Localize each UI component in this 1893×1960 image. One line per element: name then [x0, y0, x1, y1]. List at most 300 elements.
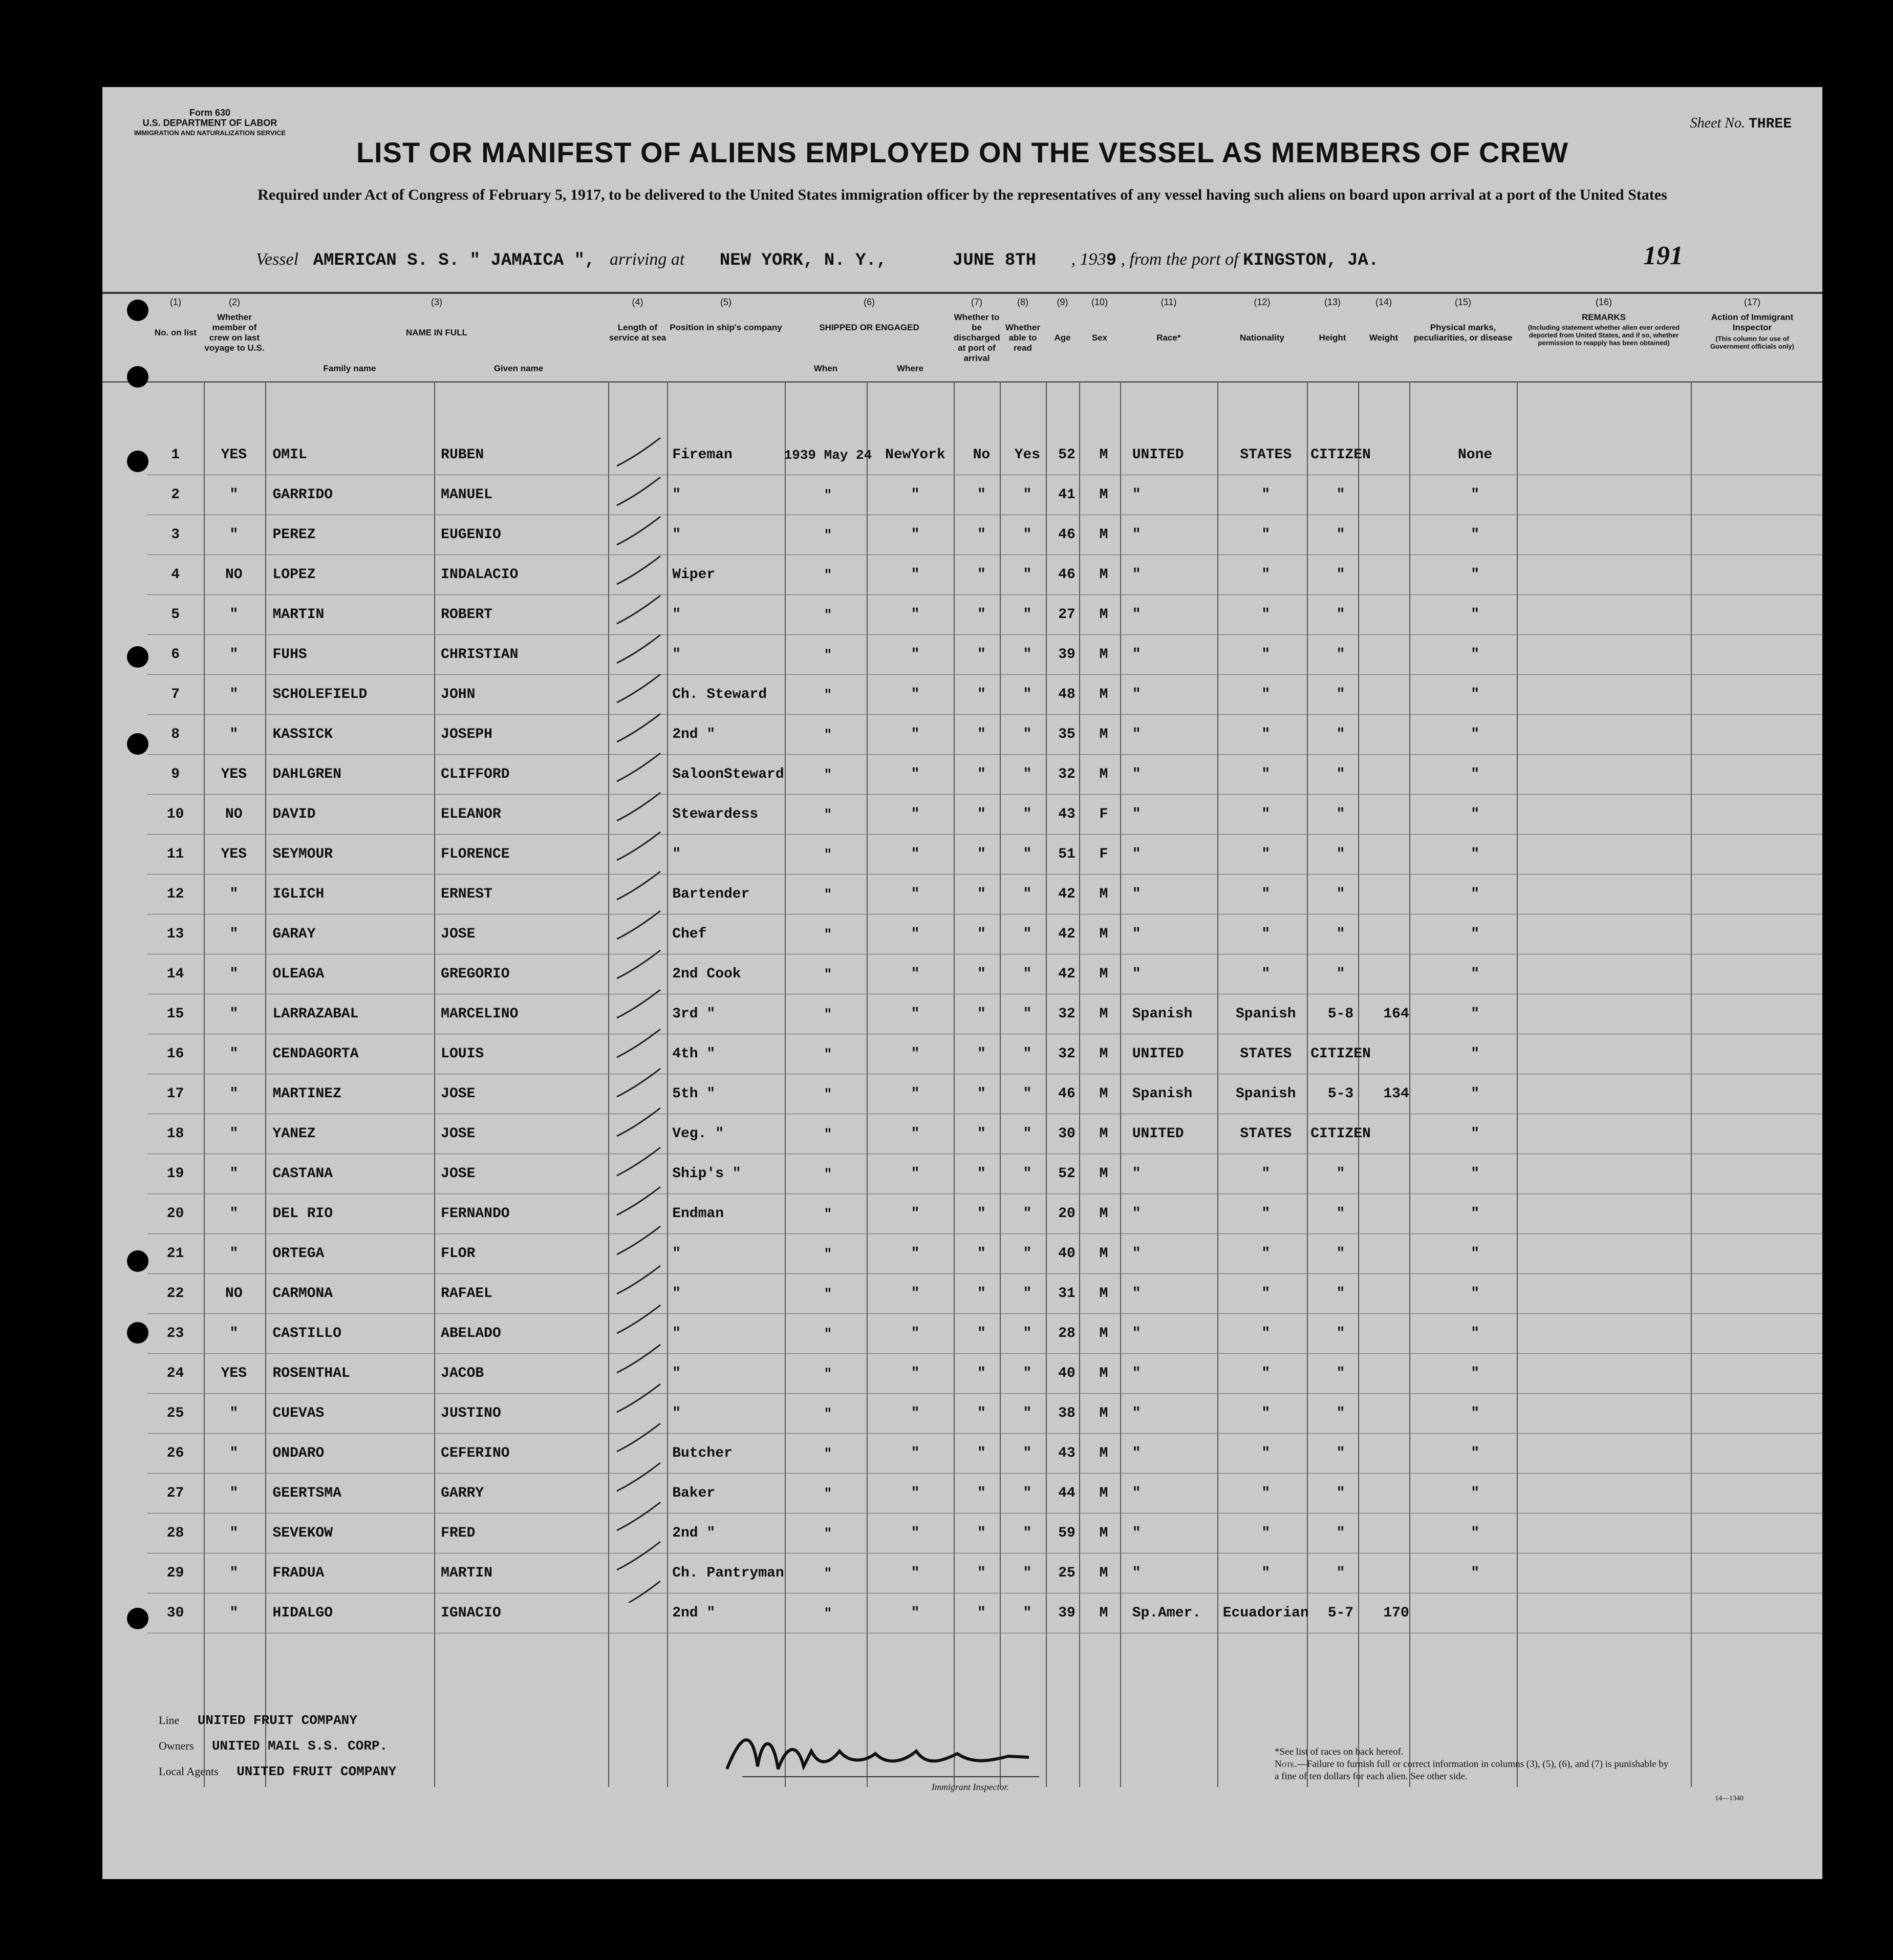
inspector-action-cell	[1701, 1274, 1822, 1314]
discharged-cell: "	[959, 875, 1004, 914]
col-header-when: When	[813, 364, 838, 373]
race-cell: "	[1124, 635, 1221, 675]
service-stroke	[617, 753, 660, 781]
position-cell: "	[664, 1394, 784, 1434]
owners-label: Owners	[159, 1739, 194, 1752]
service-stroke	[617, 1266, 660, 1294]
discharged-cell: "	[959, 1354, 1004, 1394]
row-number-cell: 22	[147, 1274, 203, 1314]
col-header-where: Where	[897, 364, 923, 373]
prev-voyage-cell: "	[203, 1194, 264, 1234]
height-cell: "	[1310, 1194, 1371, 1234]
col-header-family-name: Family name	[323, 364, 376, 373]
nationality-cell: "	[1221, 1234, 1310, 1274]
inspector-action-cell	[1701, 755, 1822, 795]
sex-cell: M	[1083, 1514, 1124, 1553]
row-number-cell: 19	[147, 1154, 203, 1194]
able-to-read-cell: "	[1004, 1394, 1050, 1434]
prev-voyage-cell: "	[203, 994, 264, 1034]
able-to-read-cell: "	[1004, 1314, 1050, 1354]
prev-voyage-cell: "	[203, 1314, 264, 1354]
able-to-read-cell: "	[1004, 1034, 1050, 1074]
race-cell: "	[1124, 755, 1221, 795]
sex-cell: M	[1083, 1394, 1124, 1434]
service-stroke	[617, 1542, 660, 1570]
nationality-cell: "	[1221, 715, 1310, 755]
col-num-4: (4)	[632, 297, 643, 307]
physical-marks-cell: None	[1422, 435, 1529, 475]
given-name-cell: CEFERINO	[433, 1434, 606, 1474]
height-cell: "	[1310, 1434, 1371, 1474]
height-cell: "	[1310, 1154, 1371, 1194]
form-code: 14—1340	[1715, 1795, 1744, 1802]
discharged-cell: "	[959, 1434, 1004, 1474]
header-rule	[102, 292, 1822, 294]
table-row	[147, 1234, 1822, 1274]
discharged-cell: "	[959, 1474, 1004, 1514]
position-cell: Endman	[664, 1194, 784, 1234]
family-name-cell: DEL RIO	[264, 1194, 433, 1234]
position-cell: "	[664, 515, 784, 555]
inspector-action-cell	[1701, 1394, 1822, 1434]
position-cell: 2nd Cook	[664, 954, 784, 994]
nationality-cell: "	[1221, 1354, 1310, 1394]
discharged-cell: "	[959, 1314, 1004, 1354]
failure-note	[1275, 1758, 1674, 1783]
physical-marks-cell: "	[1422, 675, 1529, 715]
able-to-read-cell: "	[1004, 1274, 1050, 1314]
weight-cell	[1371, 1034, 1422, 1074]
position-cell: Bartender	[664, 875, 784, 914]
service-stroke	[617, 1305, 660, 1333]
page-title: LIST OR MANIFEST OF ALIENS EMPLOYED ON THE VESSEL AS MEMBERS OF CREW	[356, 136, 1569, 168]
weight-cell	[1371, 515, 1422, 555]
nationality-cell: Spanish	[1221, 1074, 1310, 1114]
shipped-when-cell: "	[784, 475, 872, 515]
col-header-service-length: Length of service at sea	[609, 323, 666, 343]
height-cell: 5-3	[1310, 1074, 1371, 1114]
able-to-read-cell: "	[1004, 1474, 1050, 1514]
physical-marks-cell: "	[1422, 1314, 1529, 1354]
race-cell: "	[1124, 1314, 1221, 1354]
physical-marks-cell: "	[1422, 555, 1529, 595]
inspector-action-cell	[1701, 555, 1822, 595]
nationality-cell: "	[1221, 1394, 1310, 1434]
shipped-when-cell: "	[784, 1114, 872, 1154]
inspector-label: Immigrant Inspector.	[932, 1782, 1009, 1792]
race-cell: "	[1124, 1514, 1221, 1553]
position-cell: "	[664, 1274, 784, 1314]
prev-voyage-cell: "	[203, 1074, 264, 1114]
department: U.S. DEPARTMENT OF LABOR	[142, 118, 277, 128]
weight-cell	[1371, 1274, 1422, 1314]
row-number-cell: 30	[147, 1593, 203, 1633]
sex-cell: M	[1083, 954, 1124, 994]
weight-cell: 170	[1371, 1593, 1422, 1633]
col-header-remarks-note: (Including statement whether alien ever ordered deported from United States, and if so, whether permission to reapply has been obtained)	[1528, 324, 1680, 347]
inspector-action-cell	[1701, 1474, 1822, 1514]
column-header-rule	[102, 381, 1822, 382]
inspector-action-cell	[1701, 1314, 1822, 1354]
col-header-position: Position in ship's company	[670, 323, 782, 332]
weight-cell	[1371, 1514, 1422, 1553]
shipped-where-cell: "	[872, 635, 958, 675]
race-cell: "	[1124, 1354, 1221, 1394]
shipped-when-cell: "	[784, 835, 872, 875]
inspector-action-cell	[1701, 1234, 1822, 1274]
note-text: —Failure to furnish full or correct information in columns (3), (5), (6), and (7) is punishable by a fine of ten dollars for each alien. See other side.	[1275, 1759, 1669, 1782]
col-header-nationality: Nationality	[1240, 333, 1284, 343]
discharged-cell: "	[959, 1074, 1004, 1114]
punch-hole	[127, 1250, 148, 1272]
shipped-where-cell: "	[872, 914, 958, 954]
race-cell: "	[1124, 675, 1221, 715]
height-cell: "	[1310, 715, 1371, 755]
inspector-action-cell	[1701, 954, 1822, 994]
service-stroke	[617, 1147, 660, 1176]
weight-cell	[1371, 914, 1422, 954]
given-name-cell: JOHN	[433, 675, 606, 715]
sex-cell: M	[1083, 675, 1124, 715]
able-to-read-cell: "	[1004, 1514, 1050, 1553]
position-cell: 4th "	[664, 1034, 784, 1074]
discharged-cell: "	[959, 595, 1004, 635]
inspector-action-cell	[1701, 515, 1822, 555]
inspector-action-cell	[1701, 1194, 1822, 1234]
service-length-strokes	[609, 420, 665, 1603]
age-cell: 28	[1050, 1314, 1084, 1354]
discharged-cell: "	[959, 1553, 1004, 1593]
position-cell: Fireman	[664, 435, 784, 475]
position-cell: SaloonSteward	[664, 755, 784, 795]
row-number-cell: 10	[147, 795, 203, 835]
inspector-action-cell	[1701, 875, 1822, 914]
discharged-cell: "	[959, 1394, 1004, 1434]
shipped-when-cell: "	[784, 675, 872, 715]
physical-marks-cell: "	[1422, 715, 1529, 755]
table-row	[147, 795, 1822, 835]
row-number-cell: 20	[147, 1194, 203, 1234]
height-cell: "	[1310, 1314, 1371, 1354]
table-row	[147, 675, 1822, 715]
race-cell: "	[1124, 595, 1221, 635]
given-name-cell: GREGORIO	[433, 954, 606, 994]
shipped-where-cell: "	[872, 1593, 958, 1633]
physical-marks-cell: "	[1422, 1394, 1529, 1434]
sex-cell: M	[1083, 635, 1124, 675]
position-cell: 2nd "	[664, 1514, 784, 1553]
remarks-cell	[1529, 435, 1701, 475]
family-name-cell: HIDALGO	[264, 1593, 433, 1633]
remarks-cell	[1529, 1034, 1701, 1074]
prev-voyage-cell: "	[203, 1154, 264, 1194]
able-to-read-cell: "	[1004, 1154, 1050, 1194]
height-cell: "	[1310, 555, 1371, 595]
able-to-read-cell: "	[1004, 635, 1050, 675]
race-cell: "	[1124, 1194, 1221, 1234]
given-name-cell: JOSE	[433, 1114, 606, 1154]
sex-cell: M	[1083, 715, 1124, 755]
table-row	[147, 1514, 1822, 1553]
weight-cell	[1371, 1114, 1422, 1154]
race-cell: "	[1124, 1394, 1221, 1434]
table-row	[147, 1194, 1822, 1234]
shipped-when-cell: "	[784, 1234, 872, 1274]
race-cell: "	[1124, 875, 1221, 914]
shipped-where-cell: "	[872, 795, 958, 835]
sex-cell: M	[1083, 1234, 1124, 1274]
height-cell: CITIZEN	[1310, 1034, 1371, 1074]
race-cell: "	[1124, 475, 1221, 515]
given-name-cell: JUSTINO	[433, 1394, 606, 1434]
table-row	[147, 755, 1822, 795]
col-num-10: (10)	[1091, 297, 1108, 307]
shipped-where-cell: "	[872, 1553, 958, 1593]
age-cell: 41	[1050, 475, 1084, 515]
punch-hole	[127, 1608, 148, 1629]
service-stroke	[617, 477, 660, 505]
able-to-read-cell: "	[1004, 994, 1050, 1034]
weight-cell	[1371, 555, 1422, 595]
nationality-cell: "	[1221, 595, 1310, 635]
able-to-read-cell: "	[1004, 954, 1050, 994]
given-name-cell: ERNEST	[433, 875, 606, 914]
service-stroke	[617, 1029, 660, 1057]
col-num-9: (9)	[1057, 297, 1068, 307]
able-to-read-cell: "	[1004, 1553, 1050, 1593]
sex-cell: M	[1083, 875, 1124, 914]
agents-label: Local Agents	[159, 1765, 219, 1778]
col-header-given-name: Given name	[493, 364, 544, 373]
sex-cell: M	[1083, 1354, 1124, 1394]
nationality-cell: "	[1221, 635, 1310, 675]
age-cell: 39	[1050, 1593, 1084, 1633]
weight-cell	[1371, 835, 1422, 875]
inspector-action-cell	[1701, 1514, 1822, 1553]
sex-cell: M	[1083, 555, 1124, 595]
row-number-cell: 2	[147, 475, 203, 515]
shipped-when-cell: "	[784, 635, 872, 675]
discharged-cell: "	[959, 954, 1004, 994]
arriving-label: arriving at	[609, 250, 685, 269]
position-cell: Ch. Pantryman	[664, 1553, 784, 1593]
position-cell: "	[664, 635, 784, 675]
height-cell: "	[1310, 914, 1371, 954]
table-row	[147, 1274, 1822, 1314]
family-name-cell: MARTINEZ	[264, 1074, 433, 1114]
nationality-cell: "	[1221, 914, 1310, 954]
arrival-port: NEW YORK, N. Y.,	[719, 251, 887, 270]
shipped-when-cell: "	[784, 1274, 872, 1314]
service-stroke	[617, 517, 660, 545]
row-number-cell: 28	[147, 1514, 203, 1553]
sex-cell: M	[1083, 1114, 1124, 1154]
given-name-cell: MARTIN	[433, 1553, 606, 1593]
position-cell: Baker	[664, 1474, 784, 1514]
weight-cell	[1371, 1434, 1422, 1474]
shipped-where-cell: NewYork	[872, 435, 958, 475]
arrival-date: JUNE 8TH	[952, 251, 1037, 270]
shipped-where-cell: "	[872, 1394, 958, 1434]
height-cell: "	[1310, 954, 1371, 994]
weight-cell	[1371, 435, 1422, 475]
race-cell: "	[1124, 954, 1221, 994]
sex-cell: F	[1083, 835, 1124, 875]
age-cell: 42	[1050, 875, 1084, 914]
weight-cell	[1371, 595, 1422, 635]
prev-voyage-cell: "	[203, 954, 264, 994]
discharged-cell: "	[959, 914, 1004, 954]
discharged-cell: "	[959, 555, 1004, 595]
family-name-cell: IGLICH	[264, 875, 433, 914]
prev-voyage-cell: NO	[203, 555, 264, 595]
service-stroke	[617, 1384, 660, 1412]
races-note: *See list of races on back hereof.	[1275, 1746, 1404, 1757]
shipped-where-cell: "	[872, 475, 958, 515]
discharged-cell: "	[959, 994, 1004, 1034]
given-name-cell: FRED	[433, 1514, 606, 1553]
age-cell: 48	[1050, 675, 1084, 715]
remarks-cell	[1529, 914, 1701, 954]
position-cell: 3rd "	[664, 994, 784, 1034]
shipped-where-cell: "	[872, 515, 958, 555]
discharged-cell: "	[959, 715, 1004, 755]
remarks-cell	[1529, 1274, 1701, 1314]
family-name-cell: CASTILLO	[264, 1314, 433, 1354]
age-cell: 42	[1050, 914, 1084, 954]
given-name-cell: FLOR	[433, 1234, 606, 1274]
height-cell: "	[1310, 835, 1371, 875]
row-number-cell: 24	[147, 1354, 203, 1394]
physical-marks-cell: "	[1422, 475, 1529, 515]
shipped-when-cell: "	[784, 1074, 872, 1114]
physical-marks-cell	[1422, 1593, 1529, 1633]
service-stroke	[617, 950, 660, 978]
table-row	[147, 635, 1822, 675]
sex-cell: M	[1083, 1154, 1124, 1194]
row-number-cell: 1	[147, 435, 203, 475]
col-num-12: (12)	[1254, 297, 1271, 307]
service-stroke	[617, 1345, 660, 1373]
page-mark: 191	[1643, 241, 1683, 270]
shipped-where-cell: "	[872, 595, 958, 635]
shipped-when-cell: 1939 May 24	[784, 435, 872, 475]
position-cell: Ship's "	[664, 1154, 784, 1194]
able-to-read-cell: "	[1004, 755, 1050, 795]
height-cell: "	[1310, 675, 1371, 715]
discharged-cell: "	[959, 795, 1004, 835]
able-to-read-cell: "	[1004, 555, 1050, 595]
col-header-height: Height	[1319, 333, 1346, 343]
table-row	[147, 1474, 1822, 1514]
sex-cell: M	[1083, 914, 1124, 954]
physical-marks-cell: "	[1422, 1034, 1529, 1074]
race-cell: "	[1124, 795, 1221, 835]
table-row	[147, 475, 1822, 515]
nationality-cell: "	[1221, 1194, 1310, 1234]
weight-cell	[1371, 875, 1422, 914]
physical-marks-cell: "	[1422, 515, 1529, 555]
position-cell: "	[664, 835, 784, 875]
sheet-number	[1690, 115, 1792, 132]
weight-cell	[1371, 1354, 1422, 1394]
able-to-read-cell: Yes	[1004, 435, 1050, 475]
given-name-cell: JOSE	[433, 1154, 606, 1194]
shipped-where-cell: "	[872, 994, 958, 1034]
shipped-where-cell: "	[872, 875, 958, 914]
service-stroke	[617, 1187, 660, 1215]
vessel-name: AMERICAN S. S. " JAMAICA ",	[313, 251, 595, 270]
given-name-cell: ABELADO	[433, 1314, 606, 1354]
line-value: UNITED FRUIT COMPANY	[197, 1713, 357, 1728]
remarks-cell	[1529, 1354, 1701, 1394]
col-num-15: (15)	[1454, 297, 1471, 307]
prev-voyage-cell: "	[203, 914, 264, 954]
shipped-where-cell: "	[872, 1474, 958, 1514]
physical-marks-cell: "	[1422, 1234, 1529, 1274]
col-num-2: (2)	[229, 297, 240, 307]
age-cell: 32	[1050, 1034, 1084, 1074]
table-row	[147, 595, 1822, 635]
table-row	[147, 1434, 1822, 1474]
sex-cell: M	[1083, 1593, 1124, 1633]
service-stroke	[617, 911, 660, 939]
physical-marks-cell: "	[1422, 1474, 1529, 1514]
shipped-when-cell: "	[784, 515, 872, 555]
col-header-prev-voyage: Whether member of crew on last voyage to U.S.	[204, 312, 265, 353]
shipped-where-cell: "	[872, 1234, 958, 1274]
race-cell: Spanish	[1124, 1074, 1221, 1114]
col-header-read: Whether able to read	[1005, 323, 1040, 353]
height-cell: "	[1310, 1394, 1371, 1434]
family-name-cell: PEREZ	[264, 515, 433, 555]
table-row	[147, 1394, 1822, 1434]
service-stroke	[617, 990, 660, 1018]
shipped-when-cell: "	[784, 755, 872, 795]
given-name-cell: JOSE	[433, 1074, 606, 1114]
given-name-cell: RUBEN	[433, 435, 606, 475]
sex-cell: M	[1083, 1434, 1124, 1474]
family-name-cell: CARMONA	[264, 1274, 433, 1314]
col-header-shipped: SHIPPED OR ENGAGED	[819, 323, 919, 332]
sex-cell: M	[1083, 1553, 1124, 1593]
discharged-cell: "	[959, 475, 1004, 515]
nationality-cell: "	[1221, 515, 1310, 555]
col-header-discharged: Whether to be discharged at port of arrival	[954, 312, 1000, 363]
given-name-cell: LOUIS	[433, 1034, 606, 1074]
age-cell: 46	[1050, 555, 1084, 595]
discharged-cell: "	[959, 1274, 1004, 1314]
height-cell: "	[1310, 755, 1371, 795]
height-cell: "	[1310, 635, 1371, 675]
discharged-cell: "	[959, 675, 1004, 715]
height-cell: "	[1310, 875, 1371, 914]
row-number-cell: 5	[147, 595, 203, 635]
service-stroke	[617, 1069, 660, 1097]
weight-cell: 134	[1371, 1074, 1422, 1114]
inspector-action-cell	[1701, 435, 1822, 475]
table-row	[147, 954, 1822, 994]
position-cell: "	[664, 1314, 784, 1354]
service-stroke	[617, 595, 660, 624]
able-to-read-cell: "	[1004, 795, 1050, 835]
remarks-cell	[1529, 1394, 1701, 1434]
position-cell: Chef	[664, 914, 784, 954]
height-cell: "	[1310, 1274, 1371, 1314]
remarks-cell	[1529, 1234, 1701, 1274]
age-cell: 38	[1050, 1394, 1084, 1434]
shipped-when-cell: "	[784, 1514, 872, 1553]
